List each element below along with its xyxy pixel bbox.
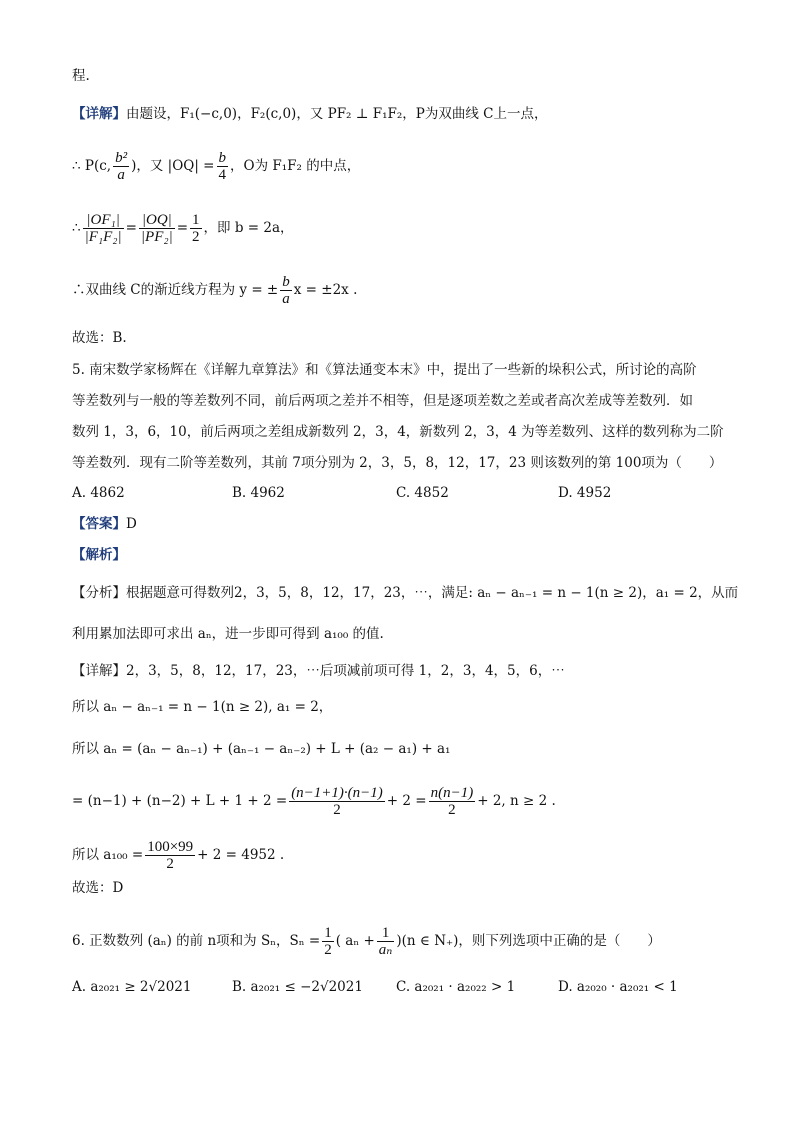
option-b: B. 4962	[232, 485, 285, 501]
answer-tag: 【答案】	[72, 516, 126, 532]
fraction: $\frac{1}{2}$	[192, 212, 200, 245]
text-line: 【分析】根据题意可得数列2，3，5，8，12，17，23，⋯，满足: aₙ − aₙ₋₁ = n − 1(n ≥ 2)，a₁ = 2，从而	[72, 585, 739, 601]
text-line: 利用累加法即可求出 aₙ，进一步即可得到 a₁₀₀ 的值.	[72, 626, 384, 642]
fraction: $\frac{\text{|OF₁|}}{\text{|F₁F₂|}}$	[84, 212, 122, 245]
option-d: D. 4952	[558, 485, 612, 501]
option-a: A. a₂₀₂₁ ≥ 2√2021	[72, 979, 192, 995]
analysis-header	[72, 545, 126, 565]
text-line: 所以 a₁₀₀ = $\frac{100\times 99}{2}$ + 2 = 4952 .	[72, 839, 285, 872]
text-line: ∴ P(c, $\frac{\text{b²}}{a}$ )，又 |OQ| = $\frac{b}{4}$ ，O为 F₁F₂ 的中点，	[72, 150, 361, 183]
question-5-line: 5. 南宋数学家杨辉在《详解九章算法》和《算法通变本末》中，提出了一些新的垛积公式，所讨论的高阶	[72, 362, 697, 378]
text-line: ∴ $\frac{\text{|OF₁|}}{\text{|F₁F₂|}}$ = $\frac{|OQ|}{\text{|PF₂|}}$ = $\frac{1}{2}$ ，即 b = 2a，	[72, 212, 294, 245]
fraction: $\frac{b}{4}$	[218, 150, 226, 183]
answer-line	[72, 514, 137, 534]
xiangjie-tag: 【详解】	[72, 663, 126, 679]
analysis-tag: 【解析】	[72, 547, 126, 563]
option-b: B. a₂₀₂₁ ≤ −2√2021	[232, 979, 363, 995]
option-d: D. a₂₀₂₀ · a₂₀₂₁ < 1	[558, 979, 678, 995]
text-line: 故选：D	[72, 880, 124, 896]
fenxi-tag: 【分析】	[72, 585, 126, 601]
text-line: 程.	[72, 68, 90, 84]
option-c: C. 4852	[396, 485, 449, 501]
fraction: $\frac{b}{a}$	[282, 274, 290, 307]
question-5-line: 等差数列．现有二阶等差数列，其前 7项分别为 2，3，5，8，12，17，23 则该数列的第 100项为（ ）	[72, 455, 723, 471]
fraction: $\frac{n(n-1)}{2}$	[430, 785, 474, 818]
text-line: = (n−1) + (n−2) + L + 1 + 2 = $\frac{(n-1+1)\cdot(n-1)}{2}$ + 2 = $\frac{n(n-1)}{2}$ + 2, n ≥ 2 .	[72, 785, 556, 818]
fraction: $\frac{1}{\text{aₙ}}$	[378, 925, 393, 958]
fraction: $\frac{(n-1+1)\cdot(n-1)}{2}$	[291, 785, 383, 818]
question-5-line: 等差数列与一般的等差数列不同，前后两项之差并不相等，但是逐项差数之差或者高次差成等差数列．如	[72, 393, 693, 409]
option-c: C. a₂₀₂₁ · a₂₀₂₂ > 1	[396, 979, 516, 995]
text-line: 所以 aₙ = (aₙ − aₙ₋₁) + (aₙ₋₁ − aₙ₋₂) + L + (a₂ − a₁) + a₁	[72, 741, 451, 757]
detail-tag: 【详解】	[72, 106, 126, 122]
text-line: ∴双曲线 C的渐近线方程为 y = ± $\frac{b}{a}$ x = ±2x .	[72, 274, 358, 307]
fraction: $\frac{|OQ|}{\text{|PF₂|}}$	[140, 212, 173, 245]
question-5-line: 数列 1，3，6，10，前后两项之差组成新数列 2，3，4，新数列 2，3，4 为等差数列、这样的数列称为二阶	[72, 424, 724, 440]
text-line: 故选：B.	[72, 330, 127, 346]
fraction: $\frac{100\times 99}{2}$	[147, 839, 194, 872]
answer-value: D	[126, 516, 137, 532]
text-line: 所以 aₙ − aₙ₋₁ = n − 1(n ≥ 2), a₁ = 2，	[72, 699, 333, 715]
fraction: $\frac{1}{2}$	[324, 925, 332, 958]
text-line: 【详解】2，3，5，8，12，17，23，⋯后项减前项可得 1，2，3，4，5，6，⋯	[72, 663, 565, 679]
option-a: A. 4862	[72, 485, 125, 501]
question-6-line: 6. 正数数列 (aₙ) 的前 n项和为 Sₙ，Sₙ = $\frac{1}{2}$ ( aₙ + $\frac{1}{\text{aₙ}}$ )(n ∈ N₊)，则下列选项中正确的是（ ）	[72, 925, 661, 958]
text-line: 【详解】由题设，F₁(−c,0)，F₂(c,0)，又 PF₂ ⊥ F₁F₂，P为双曲线 C上一点，	[72, 106, 548, 122]
fraction: $\frac{\text{b²}}{a}$	[115, 150, 128, 183]
